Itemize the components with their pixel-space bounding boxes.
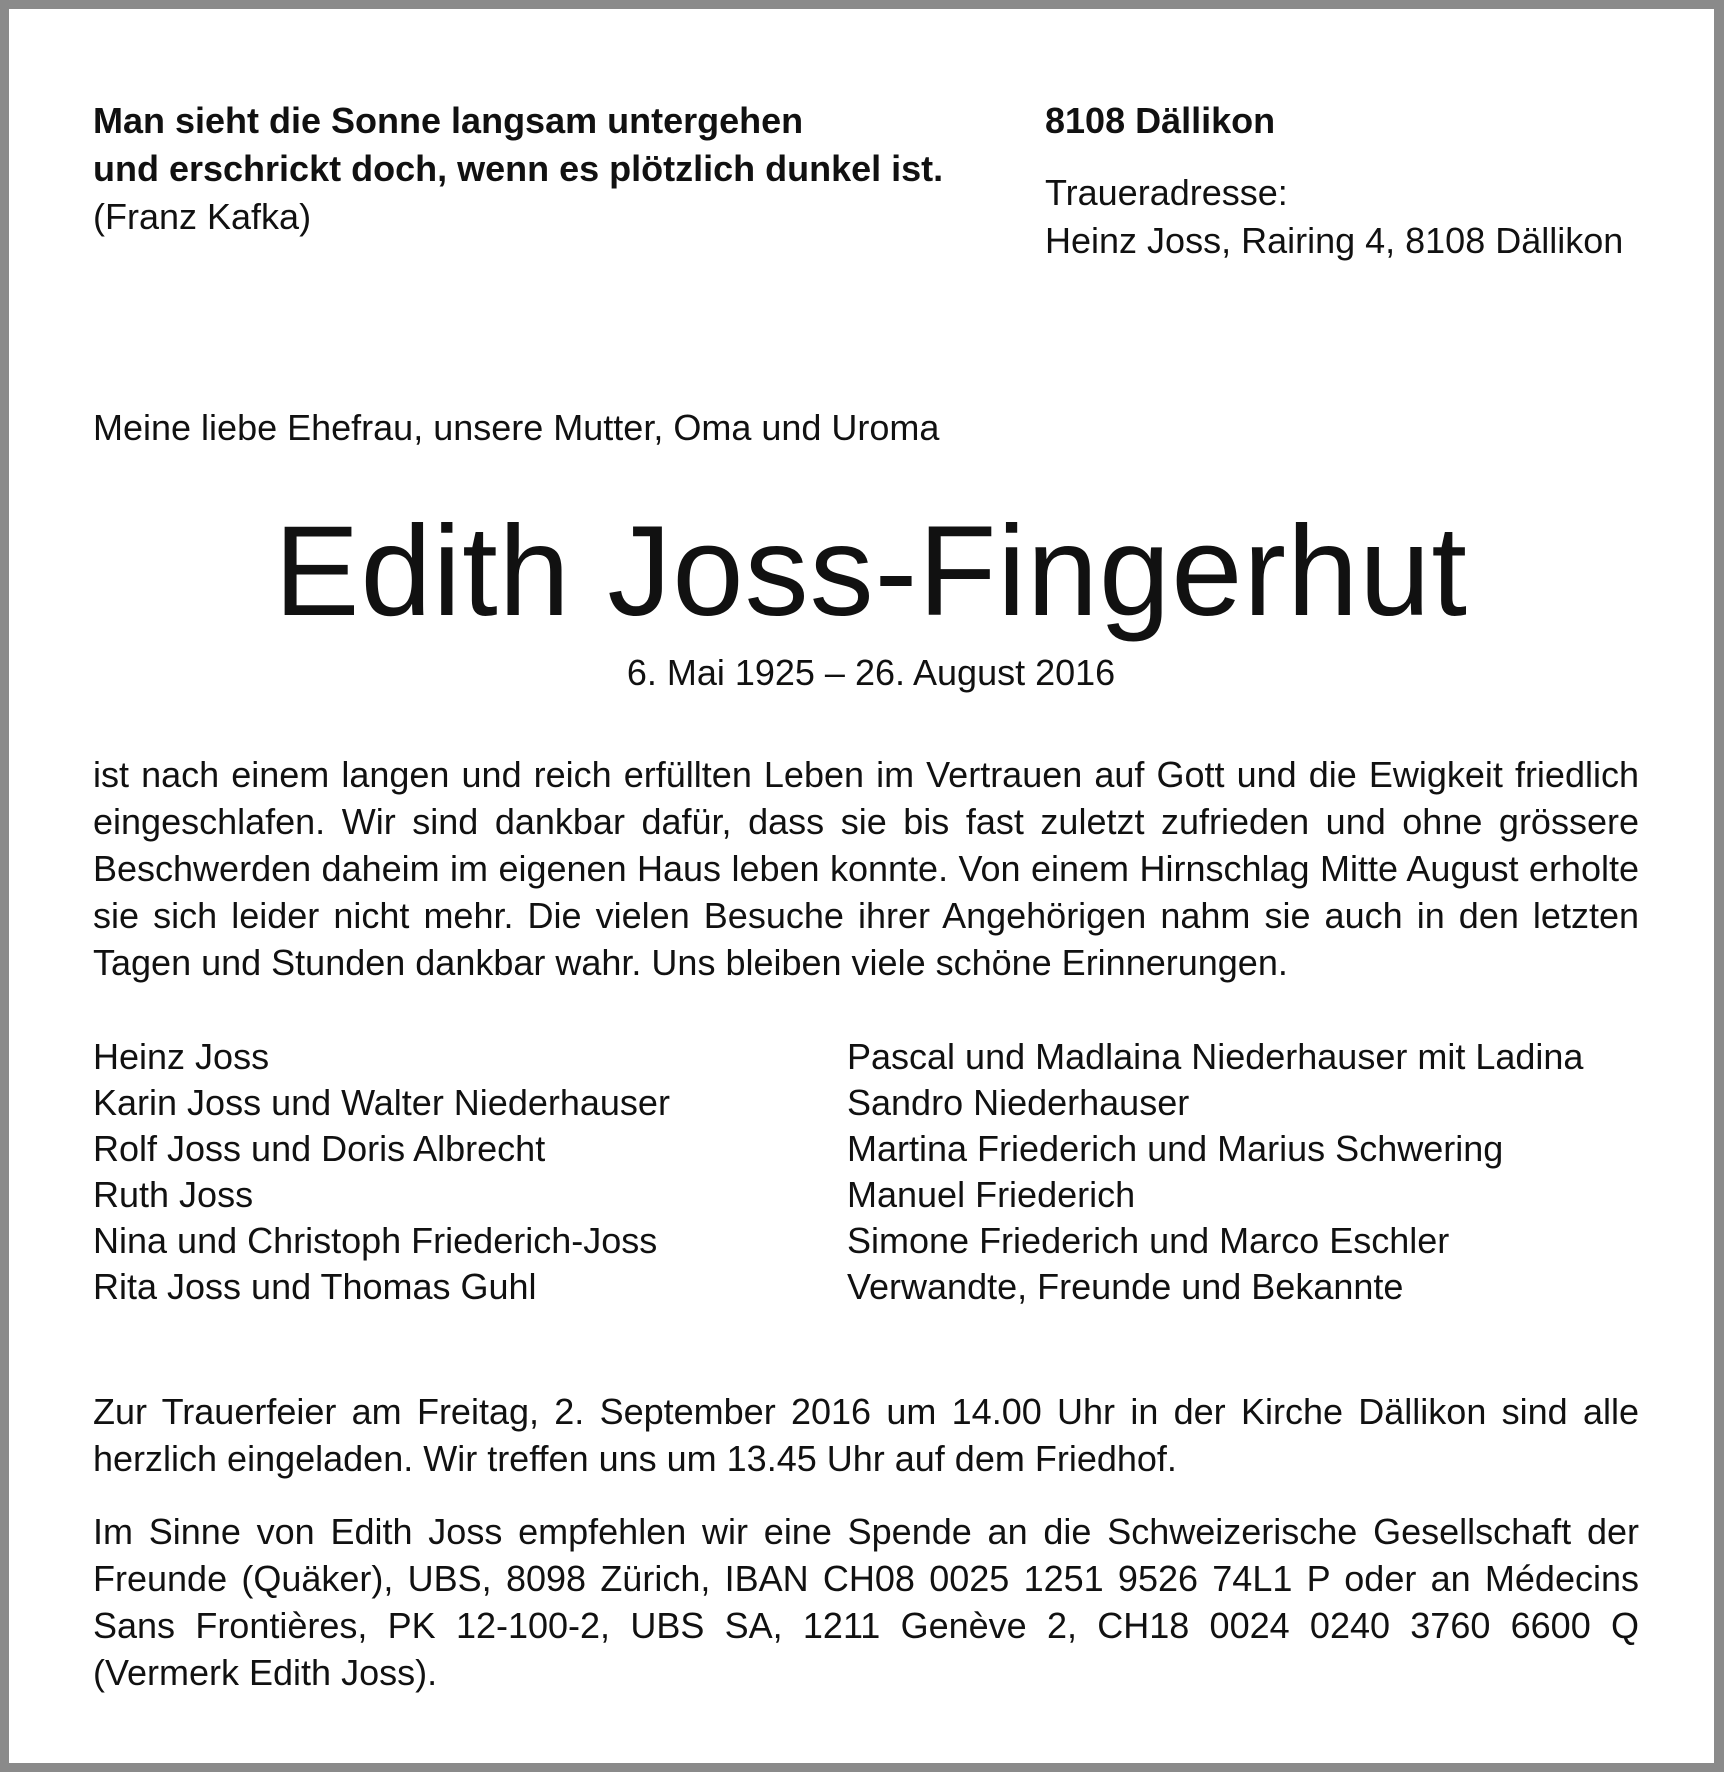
mourner-name: Heinz Joss bbox=[93, 1036, 270, 1077]
mourner-name: Sandro Niederhauser bbox=[847, 1082, 1190, 1123]
kafka-quote bbox=[93, 97, 943, 241]
mourner-name: Rita Joss und Thomas Guhl bbox=[93, 1266, 537, 1307]
deceased-name: Edith Joss-Fingerhut bbox=[274, 500, 1468, 643]
mourner-name: Ruth Joss bbox=[93, 1174, 254, 1215]
obituary-paragraph: ist nach einem langen und reich erfüllten Leben im Vertrauen auf Gott und die Ewigkeit friedlich eingeschlafen. Wir sind dankbar dafür, dass sie bis fast zuletzt zufrieden und ohne grössere Beschwerden daheim im eigenen Haus leben konnte. Von einem Hirnschlag Mitte August erholte sie sich leider nicht mehr. Die vielen Besuche ihrer Angehörigen nahm sie auch in den letzten Tagen und Stunden dankbar wahr. Uns bleiben viele schöne Erinnerungen. bbox=[93, 754, 1639, 983]
place-heading: 8108 Dällikon bbox=[1045, 100, 1276, 141]
quote-line-1: Man sieht die Sonne langsam untergehen bbox=[93, 100, 804, 141]
mourner-name: Martina Friederich und Marius Schwering bbox=[847, 1128, 1504, 1169]
mourner-name: Verwandte, Freunde und Bekannte bbox=[847, 1266, 1404, 1307]
quote-author: (Franz Kafka) bbox=[93, 196, 312, 237]
intro-line: Meine liebe Ehefrau, unsere Mutter, Oma und Uroma bbox=[93, 407, 940, 448]
funeral-service-paragraph: Zur Trauerfeier am Freitag, 2. September 2016 um 14.00 Uhr in der Kirche Dällikon sind alle herzlich eingeladen. Wir treffen uns um 13.45 Uhr auf dem Friedhof. bbox=[93, 1391, 1639, 1479]
mourner-name: Simone Friederich und Marco Eschler bbox=[847, 1220, 1450, 1261]
mourner-name: Nina und Christoph Friederich-Joss bbox=[93, 1220, 658, 1261]
donation-paragraph: Im Sinne von Edith Joss empfehlen wir eine Spende an die Schweizerische Gesellschaft der Freunde (Quäker), UBS, 8098 Zürich, IBAN CH08 0025 1251 9526 74L1 P oder an Médecins Sans Frontières, PK 12-100-2, UBS SA, 1211 Genève 2, CH18 0024 0240 3760 6600 Q (Vermerk Edith Joss). bbox=[93, 1511, 1639, 1693]
life-dates: 6. Mai 1925 – 26. August 2016 bbox=[626, 652, 1116, 693]
mourning-address-value: Heinz Joss, Rairing 4, 8108 Dällikon bbox=[1045, 220, 1624, 261]
mourner-name: Pascal und Madlaina Niederhauser mit Ladina bbox=[847, 1036, 1584, 1077]
mourning-address bbox=[1045, 169, 1623, 265]
mourner-name: Rolf Joss und Doris Albrecht bbox=[93, 1128, 546, 1169]
quote-line-2: und erschrickt doch, wenn es plötzlich dunkel ist. bbox=[93, 148, 944, 189]
mourning-address-label: Traueradresse: bbox=[1045, 172, 1288, 213]
mourners-left-column bbox=[93, 1034, 670, 1310]
mourners-right-column bbox=[847, 1034, 1583, 1310]
mourner-name: Karin Joss und Walter Niederhauser bbox=[93, 1082, 670, 1123]
mourner-name: Manuel Friederich bbox=[847, 1174, 1136, 1215]
